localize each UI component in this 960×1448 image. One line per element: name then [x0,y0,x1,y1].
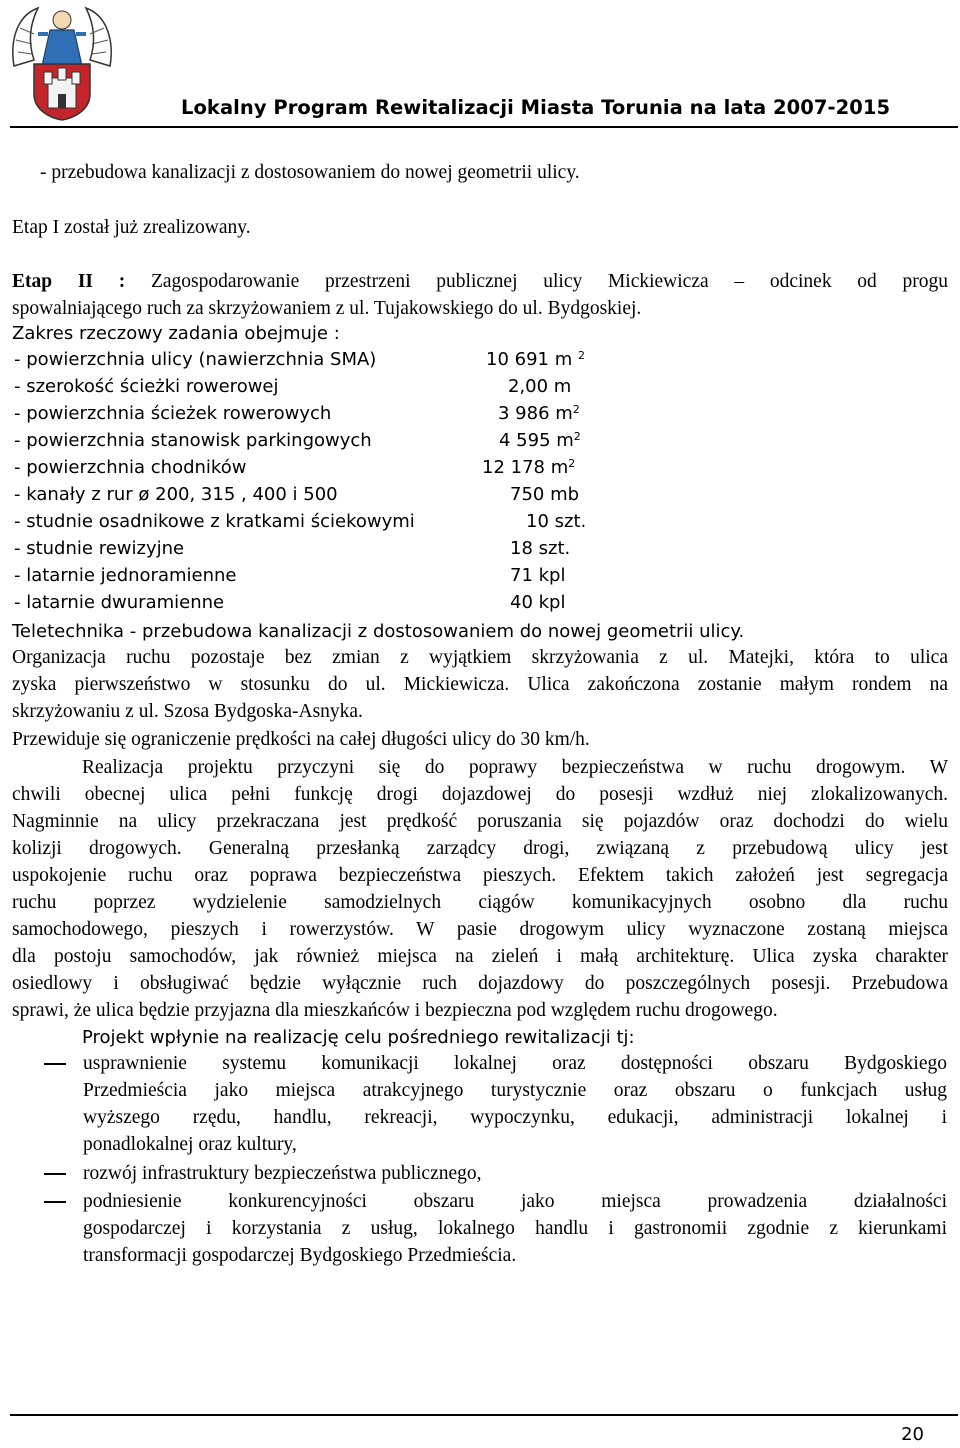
paragraph-line: Organizacja ruchu pozostaje bez zmian z wyjątkiem skrzyżowania z ul. Matejki, która to ulica [12,647,948,668]
spec-value: 10 szt. [526,511,587,532]
spec-value: 40 kpl [510,592,566,613]
bullet-line: podniesienie konkurencyjności obszaru jako miejsca prowadzenia działalności [83,1191,947,1212]
paragraph-line: Nagminnie na ulicy przekraczana jest prędkość poruszania się pojazdów oraz dochodzi do wielu [12,811,948,832]
spec-value: 10 691 m $^2$ [486,349,585,370]
footer-divider [10,1414,958,1416]
list-item [83,1050,947,1158]
list-item [14,589,614,616]
teletechnika-line: Teletechnika - przebudowa kanalizacji z dostosowaniem do nowej geometrii ulicy. [12,621,745,642]
list-item [14,400,614,427]
list-item [14,562,614,589]
etap-2-line-1 [12,268,948,295]
line-etap-1: Etap I został już zrealizowany. [12,217,251,238]
spec-label: - powierzchnia ulicy (nawierzchnia SMA) [14,349,377,370]
paragraph-line: zyska pierwszeństwo w stosunku do ul. Mickiewicza. Ulica zakończona zostanie małym rondem na [12,674,948,695]
list-item [14,454,614,481]
list-item [14,346,614,373]
dash-bullet-icon [44,1201,66,1203]
spec-value: 12 178 $m^2$ [482,457,576,478]
spec-value: 750 mb [510,484,580,505]
paragraph-line: uspokojenie ruchu oraz poprawa bezpieczeństwa pieszych. Efektem takich założeń jest segregacja [12,865,948,886]
paragraph-line: skrzyżowaniu z ul. Szosa Bydgoska-Asnyka. [12,701,363,722]
bullet-line: Przedmieścia jako miejsca atrakcyjnego turystycznie oraz obszaru o funkcjach usług [83,1080,947,1101]
spec-label: - latarnie jednoramienne [14,565,237,586]
list-item [14,535,614,562]
paragraph-line: sprawi, że ulica będzie przyjazna dla mieszkańców i bezpieczna pod względem ruchu drogowego. [12,1000,778,1021]
bullet-line: rozwój infrastruktury bezpieczeństwa publicznego, [83,1163,482,1184]
header-title: Lokalny Program Rewitalizacji Miasta Torunia na lata 2007-2015 [181,96,891,119]
paragraph-line: chwili obecnej ulica pełni funkcję drogi dojazdowej do posesji wzdłuż niej zlokalizowanych. [12,784,948,805]
paragraph-line: osiedlowy i obsługiwać będzie wyłącznie ruch dojazdowy do poszczególnych posesji. Przebudowa [12,973,948,994]
paragraph-line: Realizacja projektu przyczyni się do poprawy bezpieczeństwa w ruchu drogowym. W [82,757,948,778]
dash-bullet-icon [44,1173,66,1175]
etap-2-text: Zagospodarowanie przestrzeni publicznej ulicy Mickiewicza – odcinek od progu [150,271,949,292]
spec-label: - powierzchnia ścieżek rowerowych [14,403,332,424]
spec-value: 3 986 $m^2$ [498,403,580,424]
paragraph-line: ruchu poprzez wydzielenie samodzielnych ciągów komunikacyjnych osobno dla ruchu [12,892,948,913]
spec-label: - latarnie dwuramienne [14,592,225,613]
spec-label: - powierzchnia stanowisk parkingowych [14,430,372,451]
bullet-line: usprawnienie systemu komunikacji lokalnej oraz dostępności obszaru Bydgoskiego [83,1053,947,1074]
spec-value: 4 595 $m^2$ [499,430,581,451]
zakres-heading: Zakres rzeczowy zadania obejmuje : [12,323,340,344]
spec-label: - studnie rewizyjne [14,538,185,559]
bullet-line: gospodarczej i korzystania z usług, lokalnego handlu i gastronomii zgodnie z kierunkami [83,1218,947,1239]
bullet-line: wyższego rzędu, handlu, rekreacji, wypoczynku, edukacji, administracji lokalnej i [83,1107,947,1128]
line-kanalizacja: - przebudowa kanalizacji z dostosowaniem do nowej geometrii ulicy. [40,162,580,183]
paragraph-line: Przewiduje się ograniczenie prędkości na całej długości ulicy do 30 km/h. [12,729,590,750]
torun-coat-of-arms-logo [8,2,116,122]
spec-label: - kanały z rur ø 200, 315 , 400 i 500 [14,484,338,505]
etap-2-label: Etap II : [12,271,126,292]
dash-bullet-icon [44,1063,66,1065]
etap-2-line-2: spowalniającego ruch za skrzyżowaniem z ul. Tujakowskiego do ul. Bydgoskiej. [12,298,642,319]
list-item [14,481,614,508]
projekt-line: Projekt wpłynie na realizację celu pośredniego rewitalizacji tj: [82,1027,635,1048]
bullet-line: transformacji gospodarczej Bydgoskiego Przedmieścia. [83,1245,517,1266]
spec-value: 2,00 m [508,376,572,397]
list-item [14,373,614,400]
paragraph-line: samochodowego, pieszych i rowerzystów. W pasie drogowym ulicy wyznaczone zostaną miejsca [12,919,948,940]
paragraph-line: dla postoju samochodów, jak również miejsca na zieleń i małą architekturę. Ulica zyska charakter [12,946,948,967]
spec-label: - studnie osadnikowe z kratkami ściekowymi [14,511,415,532]
list-item [83,1160,947,1187]
list-item [83,1188,947,1269]
bullet-line: ponadlokalnej oraz kultury, [83,1134,297,1155]
spec-value: 18 szt. [510,538,571,559]
scope-list [14,346,614,616]
paragraph-line: kolizji drogowych. Generalną przesłanką zarządcy drogi, związaną z przebudową ulicy jest [12,838,948,859]
spec-value: 71 kpl [510,565,566,586]
list-item [14,508,614,535]
header-divider [10,126,958,128]
spec-label: - powierzchnia chodników [14,457,247,478]
spec-label: - szerokość ścieżki rowerowej [14,376,279,397]
page-number: 20 [901,1424,924,1445]
list-item [14,427,614,454]
